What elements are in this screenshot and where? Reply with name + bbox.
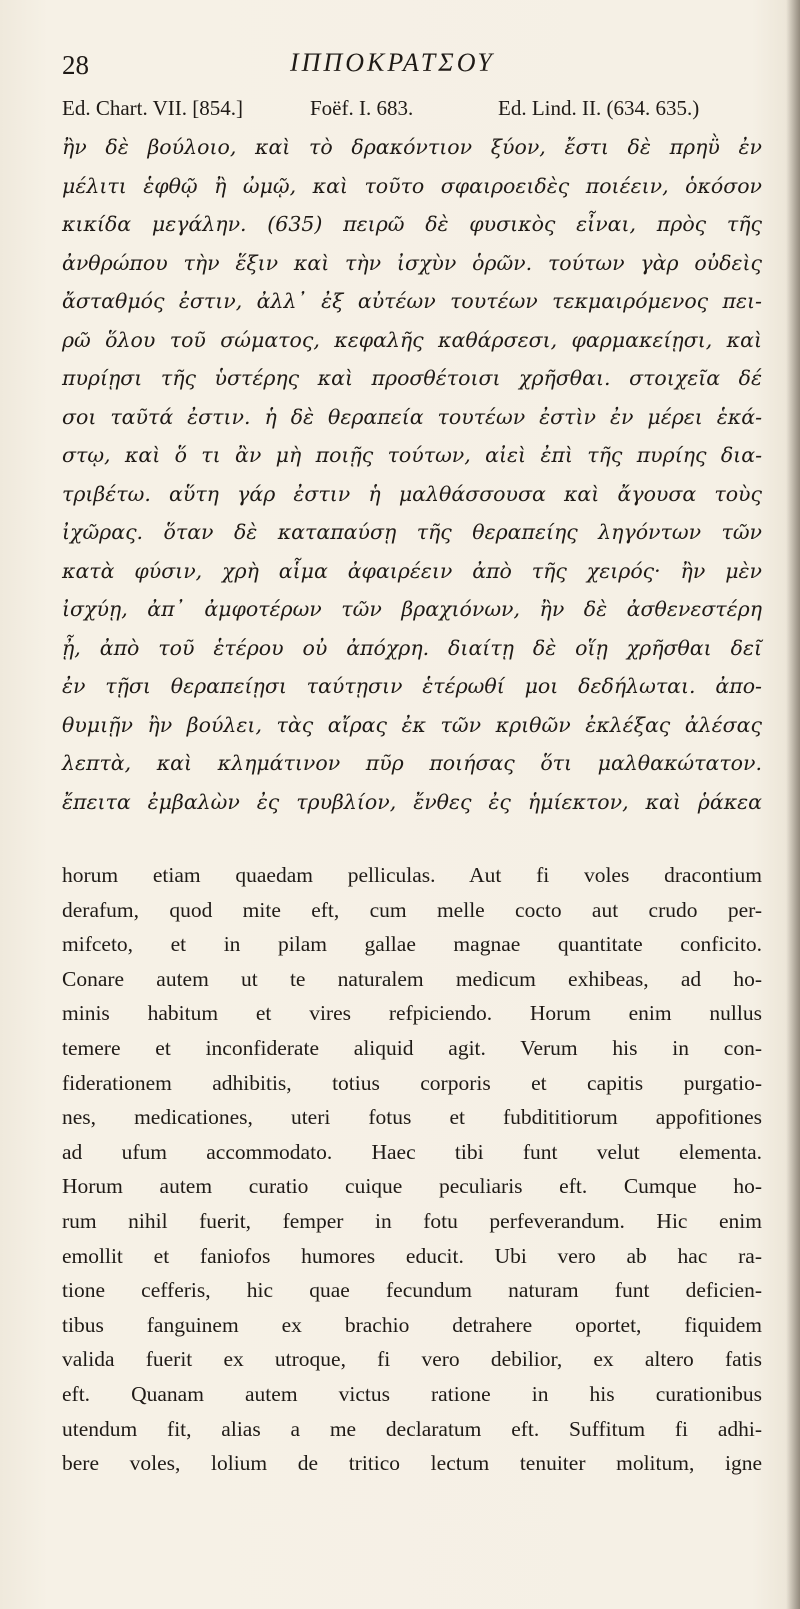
latin-text-line: utendum fit, alias a me declaratum eft. Suffitum fi adhi- — [62, 1416, 762, 1441]
latin-text-line: minis habitum et vires refpiciendo. Horum enim nullus — [62, 1001, 762, 1026]
greek-text-line: ᾖ, ἀπὸ τοῦ ἑτέρου οὐ ἀπόχρη. διαίτῃ δὲ οἵῃ χρῆσθαι δεῖ — [62, 635, 762, 660]
page-number: 28 — [62, 50, 89, 80]
latin-text-line: Horum autem curatio cuique peculiaris eft. Cumque ho- — [62, 1174, 762, 1199]
latin-text-line: nes, medicationes, uteri fotus et fubdititiorum appofitiones — [62, 1105, 762, 1130]
greek-text-line: λεπτὰ, καὶ κλημάτινον πῦρ ποιήσας ὅτι μαλθακώτατον. — [62, 751, 762, 775]
latin-text-line: rum nihil fuerit, femper in fotu perfeverandum. Hic enim — [62, 1208, 762, 1233]
greek-text-line: σοι ταῦτά ἐστιν. ἡ δὲ θεραπεία τουτέων ἐστὶν ἐν μέρει ἑκά- — [62, 404, 762, 429]
greek-text-line: στῳ, καὶ ὅ τι ἂν μὴ ποιῇς τούτων, αἰεὶ ἐπὶ τῆς πυρίης δια- — [62, 443, 762, 467]
greek-text-line: μέλιτι ἑφθῷ ἢ ὠμῷ, καὶ τοῦτο σφαιροειδὲς ποιέειν, ὁκόσον — [62, 173, 762, 198]
greek-text-line: ἀνθρώπου τὴν ἕξιν καὶ τὴν ἰσχὺν ὁρῶν. τούτων γὰρ οὐδεὶς — [62, 250, 762, 275]
running-head — [62, 46, 752, 86]
greek-text-line: ἢν δὲ βούλοιο, καὶ τὸ δρακόντιον ξύον, ἔστι δὲ πρηῢ ἐν — [62, 135, 762, 159]
latin-text-line: ad ufum accommodato. Haec tibi funt velut elementa. — [62, 1139, 762, 1164]
greek-text-line: ἰχῶρας. ὅταν δὲ καταπαύσῃ τῆς θεραπείης ληγόντων τῶν — [62, 520, 762, 544]
latin-text-line: mifceto, et in pilam gallae magnae quantitate conficito. — [62, 932, 762, 957]
edition-linden: Ed. Lind. II. (634. 635.) — [498, 96, 700, 120]
latin-text-line: bere voles, lolium de tritico lectum tenuiter molitum, igne — [62, 1451, 762, 1476]
greek-text-line: ἰσχύῃ, ἀπ᾽ ἀμφοτέρων τῶν βραχιόνων, ἢν δὲ ἀσθενεστέρη — [62, 597, 762, 621]
latin-text-line: horum etiam quaedam pelliculas. Aut fi voles dracontium — [62, 863, 762, 887]
greek-text-line: ἔπειτα ἐμβαλὼν ἐς τρυβλίον, ἔνθες ἐς ἡμίεκτον, καὶ ῥάκεα — [62, 789, 762, 814]
latin-text-line: derafum, quod mite eft, cum melle cocto aut crudo per- — [62, 897, 762, 922]
greek-text-block — [62, 128, 762, 821]
latin-text-line: tione cefferis, hic quae fecundum naturam funt deficien- — [62, 1278, 762, 1303]
latin-text-block — [62, 858, 762, 1481]
page-edge-shadow — [786, 0, 800, 1609]
latin-text-line: valida fuerit ex utroque, fi vero debilior, ex altero fatis — [62, 1347, 762, 1372]
edition-foesius: Foëf. I. 683. — [310, 96, 414, 120]
greek-text-line: ἄσταθμός ἐστιν, ἀλλ᾽ ἐξ αὐτέων τουτέων τεκμαιρόμενος πει- — [62, 289, 762, 313]
greek-text-line: θυμιῇν ἢν βούλει, τὰς αἴρας ἐκ τῶν κριθῶν ἐκλέξας ἀλέσας — [62, 712, 762, 737]
latin-text-line: eft. Quanam autem victus ratione in his curationibus — [62, 1381, 762, 1406]
greek-text-line: κατὰ φύσιν, χρὴ αἷμα ἀφαιρέειν ἀπὸ τῆς χειρός· ἢν μὲν — [62, 558, 762, 583]
latin-text-line: emollit et faniofos humores educit. Ubi vero ab hac ra- — [62, 1243, 762, 1268]
latin-text-line: tibus fanguinem ex brachio detrahere oportet, fiquidem — [62, 1312, 762, 1337]
edition-chartier: Ed. Chart. VII. [854.] — [62, 96, 243, 120]
greek-text-line: τριβέτω. αὕτη γάρ ἐστιν ἡ μαλθάσσουσα καὶ ἄγουσα τοὺς — [62, 481, 762, 506]
greek-text-line: ἐν τῇσι θεραπείῃσι ταύτῃσιν ἑτέρωθί μοι δεδήλωται. ἀπο- — [62, 674, 762, 698]
greek-text-line: κικίδα μεγάλην. (635) πειρῶ δὲ φυσικὸς εἶναι, πρὸς τῆς — [62, 212, 762, 236]
latin-text-line: Conare autem ut te naturalem medicum exhibeas, ad ho- — [62, 966, 762, 991]
greek-text-line: ρῶ ὅλου τοῦ σώματος, κεφαλῆς καθάρσεσι, φαρμακείῃσι, καὶ — [62, 327, 762, 352]
running-title: ΙΠΠΟΚΡΑΤΣΟΥ — [290, 48, 495, 77]
latin-text-line: temere et inconfiderate aliquid agit. Verum his in con- — [62, 1035, 762, 1060]
latin-text-line: fiderationem adhibitis, totius corporis et capitis purgatio- — [62, 1070, 762, 1095]
greek-text-line: πυρίῃσι τῆς ὑστέρης καὶ προσθέτοισι χρῆσθαι. στοιχεῖα δέ — [62, 366, 762, 390]
